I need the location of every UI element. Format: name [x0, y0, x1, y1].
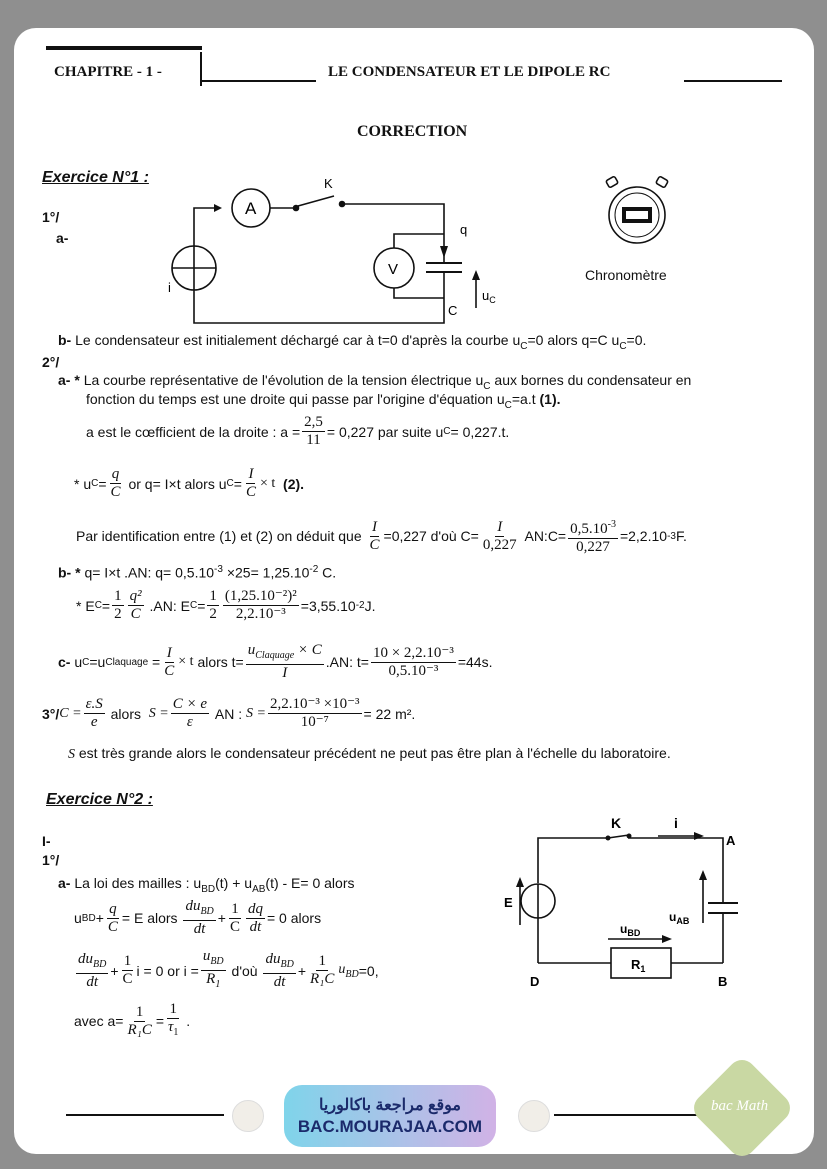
q2a-line1: a- * La courbe représentative de l'évolution de la tension électrique $u_C$ aux bornes du condensateur en [58, 372, 692, 392]
q2a-line2: fonction du temps est une droite qui passe par l'origine d'équation $u_C=a.t$ (1). [86, 391, 561, 411]
q2-label: 2°/ [42, 354, 60, 370]
site-url: BAC.MOURAJAA.COM [297, 1117, 483, 1136]
charge-q-label: q [460, 222, 468, 237]
site-banner-link[interactable] [284, 1085, 496, 1147]
current-letter: i [168, 280, 171, 295]
rl-series-circuit-diagram [498, 803, 758, 1023]
node-D-label: D [530, 974, 540, 989]
identification-line: Par identification entre (1) et (2) on déduit que $\frac{I}{C}$ =0,227 d'où C= $\frac{I}{0,227}$ AN:C= $\frac{0,5.10^{-3}}{0,227}$ =2,2.10 -3 F. [76, 516, 687, 556]
q1-label: 1°/ [42, 209, 60, 225]
footer-logo-left-icon [232, 1100, 264, 1132]
mesh-law-line: a- La loi des mailles : $u_{BD}(t) + u_{AB}(t) - E= 0$ alors [58, 875, 355, 895]
footer-rule-left [66, 1114, 224, 1116]
chapter-title: LE CONDENSATEUR ET LE DIPOLE RC [328, 64, 611, 80]
chapter-label: CHAPITRE - 1 - [54, 64, 162, 80]
header-right-rule [684, 80, 782, 82]
resistor-R1-label: $R_1$ [631, 957, 646, 974]
capacitor-letter: C [448, 303, 458, 318]
document-page [14, 28, 814, 1154]
uc-letter: $u_C$ [482, 288, 496, 305]
q3-conclusion: S est très grande alors le condensateur précédent ne peut pas être plan à l'échelle du laboratoire. [68, 745, 671, 762]
voltmeter-letter: V [388, 261, 399, 278]
q3-line: 3°/ C = $\frac{\varepsilon.S}{e}$ alors S = $\frac{C \times e}{\varepsilon}$ AN : S = $\frac{\text{2,2.10⁻³ ×10⁻³}}{\text{10⁻⁷}}$ = 22 m². [42, 696, 416, 730]
node-A-label: A [726, 833, 736, 848]
uBD-label: $u_{BD}$ [620, 922, 641, 938]
q1a-label: a- [56, 230, 69, 246]
part-I-label: I- [42, 833, 51, 849]
section-title: CORRECTION [357, 123, 468, 140]
site-arabic-name: موقع مراجعة باكالوريا [319, 1097, 461, 1114]
ammeter-letter: A [245, 199, 257, 218]
energy-line: * E C = $\frac{1}{2}$ $\frac{\text{q²}}{C}$ .AN: E C = $\frac{1}{2}$ $\frac{\text{(1,25.10⁻²)²}}{\text{2,2.10⁻³}}$ =3,55.10 -2 J. [76, 588, 376, 622]
exercise-2-title: Exercice N°2 : [46, 791, 153, 808]
generator-E-label: E [504, 895, 513, 910]
current-i-label: i [674, 815, 678, 831]
uc-relation-line: * u C = $\frac{q}{C}$ or q= I×t alors u C = $\frac{I}{C}$ × t (2). [74, 466, 305, 500]
exercise-1-title: Exercice N°1 : [42, 169, 149, 186]
header-top-rule [46, 46, 202, 50]
bac-math-badge-text: bac Math [711, 1098, 769, 1114]
ex2-q1-label: 1°/ [42, 852, 60, 868]
q2b-line: b- * q= I×t .AN: $q= 0,5.10^{-3} \times 25= 1,25.10^{-2}$ C. [58, 564, 337, 581]
diff-eq-line1: u BD + $\frac{q}{C}$ = E alors $\frac{du_{BD}}{dt}$ + $\frac{1}{C}$ $\frac{dq}{dt}$ = 0 alors [74, 898, 322, 937]
stopwatch-icon [602, 170, 672, 250]
switch-letter: K [324, 176, 333, 191]
diff-eq-line2: $\frac{du_{BD}}{dt}$ + $\frac{1}{C}$ i = 0 or i = $\frac{u_{BD}}{R_1}$ d'où $\frac{du_{BD}}{dt}$ + $\frac{1}{\text{R₁C}}$ $u_{BD}$ =0, [78, 948, 379, 990]
q1b-text: b- Le condensateur est initialement déchargé car à t=0 d'après la courbe $u_C=0$ alors q=C $u_C=0$. [58, 332, 647, 352]
rc-circuit-diagram [154, 168, 494, 328]
footer-rule-right [554, 1114, 704, 1116]
switch-K-label: K [611, 815, 622, 831]
breakdown-line: c- u C =u Claquage = $\frac{I}{C}$ × t alors t= $\frac{u_{Claquage} \times C}{I}$ .AN: t= $\frac{\text{10 × 2,2.10⁻³}}{\text{0,5.10⁻³}}$ =44s. [58, 642, 493, 681]
uAB-label: $u_{AB}$ [669, 910, 690, 926]
footer-logo-right-icon [518, 1100, 550, 1132]
slope-line: a est le cœfficient de la droite : a = $\frac{2,5}{11}$ = 0,227 par suite u C = 0,227.t. [86, 414, 510, 448]
header-underline [200, 80, 316, 82]
time-constant-line: avec a= $\frac{1}{\text{R₁C}}$ = $\frac{1}{\tau_1}$ . [74, 1001, 191, 1038]
node-B-label: B [718, 974, 728, 989]
stopwatch-label: Chronomètre [585, 267, 667, 283]
